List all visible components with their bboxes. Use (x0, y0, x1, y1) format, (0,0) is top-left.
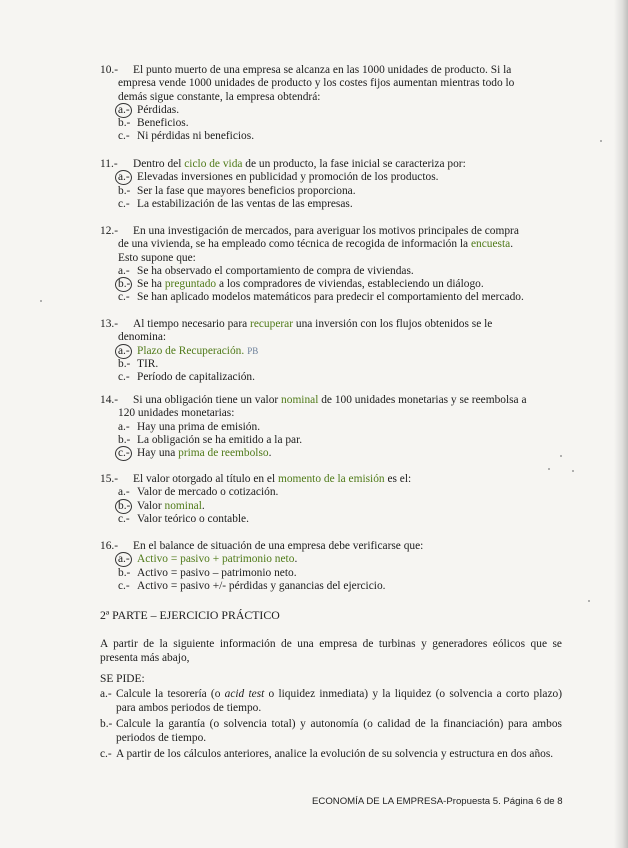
answer-circle-mark (115, 499, 132, 514)
option-label: b.- (118, 184, 131, 197)
option-text: Se han aplicado modelos matemáticos para predecir el comportamiento del mercado. (137, 291, 524, 304)
option-b (100, 500, 562, 513)
question-stem (100, 225, 562, 238)
option-text: Valor teórico o contable. (137, 512, 249, 525)
option-a (100, 345, 562, 358)
stem-line: Si una obligación tiene un valor nominal de 100 unidades monetarias y se reembolsa a (133, 394, 527, 406)
stem-line: En el balance de situación de una empresa debe verificarse que: (133, 540, 424, 552)
question-12 (100, 225, 562, 305)
option-label: c.- (118, 579, 130, 592)
option-c (100, 130, 562, 143)
task-b (100, 718, 562, 745)
italic-term: acid test (224, 688, 265, 700)
scan-speck (600, 140, 602, 142)
handwritten-note: PB (247, 345, 259, 356)
option-label: a.- (118, 553, 130, 566)
option-text: Pérdidas. (137, 103, 180, 116)
option-label: b.- (118, 566, 131, 579)
option-b (100, 567, 562, 580)
option-b (100, 117, 562, 130)
task-label: b.- (100, 718, 113, 731)
intro-paragraph: A partir de la siguiente información de una empresa de turbinas y generadores eólicos que se presenta más abajo, (100, 638, 562, 664)
option-text: Ser la fase que mayores beneficios proporciona. (137, 184, 356, 197)
option-text: Valor de mercado o cotización. (137, 486, 279, 499)
option-label: b.- (118, 499, 131, 512)
option-text: Plazo de Recuperación. (137, 344, 245, 357)
option-text: Beneficios. (137, 117, 189, 130)
option-a (100, 104, 562, 117)
option-label: c.- (118, 291, 130, 304)
option-text: Se ha preguntado a los compradores de viviendas, estableciendo un diálogo. (137, 278, 484, 291)
option-a (100, 421, 562, 434)
highlighted-term: recuperar (250, 318, 294, 330)
highlighted-term: prima de reembolso (178, 447, 269, 460)
option-label: b.- (118, 278, 131, 291)
stem-line: denomina: (118, 331, 167, 344)
option-c (100, 371, 562, 384)
scan-speck (560, 455, 562, 457)
option-text: Hay una prima de emisión. (137, 420, 261, 433)
option-b (100, 434, 562, 447)
option-text: Activo = pasivo +/- pérdidas y ganancias del ejercicio. (137, 579, 386, 592)
option-a (100, 171, 562, 184)
task-text: Calcule la garantía (o solvencia total) y autonomía (o calidad de la financiación) para ambos periodos de tiempo. (116, 718, 562, 744)
section-title: 2ª PARTE – EJERCICIO PRÁCTICO (100, 608, 280, 622)
stem-line: de una vivienda, se ha empleado como técnica de recogida de información la encuesta. (118, 238, 514, 251)
option-text: Ni pérdidas ni beneficios. (137, 130, 255, 143)
option-text: Valor nominal. (137, 499, 205, 512)
page-footer: ECONOMÍA DE LA EMPRESA-Propuesta 5. Página 6 de 8 (312, 796, 563, 807)
option-text: Activo = pasivo – patrimonio neto. (137, 566, 297, 579)
option-label: a.- (118, 486, 130, 499)
option-label: c.- (118, 512, 130, 525)
question-stem (100, 64, 562, 77)
scan-shadow-edge (614, 0, 628, 848)
question-stem (100, 473, 562, 486)
question-10 (100, 64, 562, 144)
question-16 (100, 540, 562, 593)
task-list (100, 688, 562, 765)
task-label: c.- (100, 748, 112, 761)
highlighted-term: encuesta (470, 238, 511, 251)
question-stem (100, 158, 562, 171)
question-number: 11.- (100, 158, 118, 170)
option-text: Activo = pasivo + patrimonio neto. (137, 553, 298, 566)
highlighted-term: ciclo de vida (184, 158, 243, 170)
question-number: 12.- (100, 225, 119, 237)
option-label: a.- (118, 264, 130, 277)
option-label: b.- (118, 357, 131, 370)
question-11 (100, 158, 562, 211)
stem-line: En una investigación de mercados, para averiguar los motivos principales de compra (133, 225, 519, 237)
highlighted-term: momento de la emisión (278, 473, 385, 485)
stem-line: Al tiempo necesario para recuperar una inversión con los flujos obtenidos se le (133, 318, 493, 330)
stem-line: empresa vende 1000 unidades de producto y los costes fijos aumentan mientras todo lo (118, 77, 515, 90)
option-text: TIR. (137, 357, 159, 370)
question-number: 14.- (100, 394, 119, 406)
option-text: La estabilización de las ventas de las empresas. (137, 197, 353, 210)
stem-line: El punto muerto de una empresa se alcanza en las 1000 unidades de producto. Si la (133, 64, 512, 76)
option-c (100, 580, 562, 593)
option-label: c.- (118, 371, 130, 384)
option-label: c.- (118, 447, 130, 460)
question-number: 15.- (100, 473, 119, 485)
question-14 (100, 394, 562, 460)
option-a (100, 553, 562, 566)
option-label: a.- (118, 171, 130, 184)
option-b (100, 185, 562, 198)
question-number: 16.- (100, 540, 119, 552)
answer-circle-mark (115, 344, 132, 359)
option-label: c.- (118, 130, 130, 143)
task-c (100, 748, 562, 762)
highlighted-term: Activo = pasivo + patrimonio neto (137, 553, 295, 566)
option-label: c.- (118, 197, 130, 210)
task-text: Calcule la tesorería (o acid test o liquidez inmediata) y la liquidez (o solvencia a corto plazo) para ambos periodos de tiempo. (116, 688, 562, 714)
highlighted-term: nominal (164, 499, 202, 512)
option-a (100, 486, 562, 499)
highlighted-term: preguntado (164, 278, 217, 291)
stem-line: demás sigue constante, la empresa obtendrá: (118, 90, 321, 103)
scan-speck (40, 300, 42, 302)
option-label: b.- (118, 433, 131, 446)
option-c (100, 513, 562, 526)
scan-speck (548, 468, 550, 470)
question-stem (100, 540, 562, 553)
stem-line: 120 unidades monetarias: (118, 407, 235, 420)
answer-circle-mark (115, 103, 132, 118)
option-a (100, 265, 562, 278)
option-b (100, 358, 562, 371)
option-text: Se ha observado el comportamiento de compra de viviendas. (137, 264, 414, 277)
task-a (100, 688, 562, 715)
option-label: b.- (118, 117, 131, 130)
option-c (100, 198, 562, 211)
stem-line: Esto supone que: (118, 251, 196, 264)
option-text: Período de capitalización. (137, 371, 255, 384)
option-label: a.- (118, 420, 130, 433)
option-b (100, 278, 562, 291)
question-13 (100, 318, 562, 384)
se-pide-heading: SE PIDE: (100, 673, 145, 685)
option-c (100, 291, 562, 304)
task-text: A partir de los cálculos anteriores, analice la evolución de su solvencia y estructura en dos años. (116, 748, 554, 761)
option-label: a.- (118, 103, 130, 116)
scan-speck (588, 600, 590, 602)
question-stem (100, 318, 562, 331)
option-label: a.- (118, 344, 130, 357)
question-stem (100, 394, 562, 407)
scan-speck (572, 470, 574, 472)
option-text: La obligación se ha emitido a la par. (137, 433, 303, 446)
question-number: 10.- (100, 64, 119, 76)
question-15 (100, 473, 562, 526)
option-c (100, 447, 562, 460)
stem-line: El valor otorgado al título en el momento de la emisión es el: (133, 473, 412, 485)
question-number: 13.- (100, 318, 119, 330)
task-label: a.- (100, 688, 112, 700)
option-text: Hay una prima de reembolso. (137, 447, 272, 460)
stem-line: Dentro del ciclo de vida de un producto, la fase inicial se caracteriza por: (133, 158, 466, 170)
option-text: Elevadas inversiones en publicidad y promoción de los productos. (137, 171, 439, 184)
highlighted-term: nominal (281, 394, 319, 406)
